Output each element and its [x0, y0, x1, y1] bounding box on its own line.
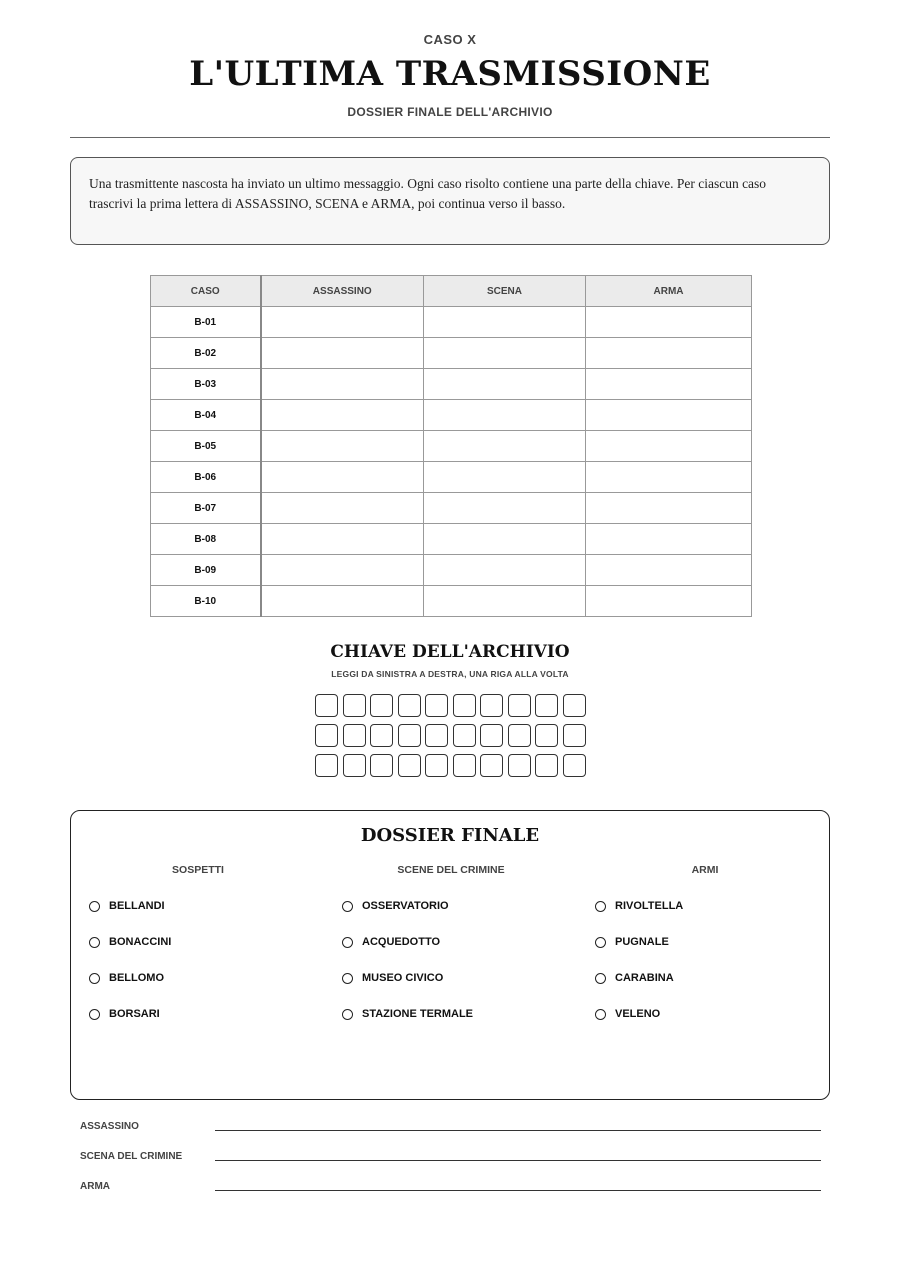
answer-label-assassino: ASSASSINO — [80, 1121, 139, 1132]
case-code: B-01 — [151, 307, 261, 338]
cell-assassino[interactable] — [261, 338, 424, 369]
answer-label-arma: ARMA — [80, 1181, 110, 1192]
cases-table — [150, 275, 752, 617]
dossier-column-heading: SCENE DEL CRIMINE — [397, 864, 505, 876]
cell-arma[interactable] — [586, 431, 752, 462]
key-letter-box[interactable] — [508, 694, 531, 717]
cell-arma[interactable] — [586, 338, 752, 369]
table-row — [151, 586, 752, 617]
cell-arma[interactable] — [586, 524, 752, 555]
key-letter-box[interactable] — [480, 754, 503, 777]
case-code: B-10 — [151, 586, 261, 617]
option-label: BELLANDI — [109, 900, 165, 912]
radio-button-icon[interactable] — [342, 901, 353, 912]
cell-assassino[interactable] — [261, 307, 424, 338]
column-header-arma: ARMA — [586, 276, 752, 307]
case-code: B-03 — [151, 369, 261, 400]
key-letter-box[interactable] — [508, 754, 531, 777]
table-row — [151, 369, 752, 400]
radio-button-icon[interactable] — [342, 937, 353, 948]
key-letter-box[interactable] — [343, 694, 366, 717]
radio-button-icon[interactable] — [595, 901, 606, 912]
cell-assassino[interactable] — [261, 400, 424, 431]
cell-scena[interactable] — [424, 493, 586, 524]
option-label: VELENO — [615, 1008, 661, 1020]
key-letter-box[interactable] — [453, 694, 476, 717]
dossier-column-heading: ARMI — [691, 864, 719, 876]
dossier-option[interactable] — [89, 899, 165, 913]
option-label: ACQUEDOTTO — [362, 936, 441, 948]
cell-scena[interactable] — [424, 307, 586, 338]
cell-arma[interactable] — [586, 493, 752, 524]
column-header-caso: CASO — [151, 276, 261, 307]
column-header-scena: SCENA — [424, 276, 586, 307]
key-letter-box[interactable] — [343, 754, 366, 777]
table-row — [151, 400, 752, 431]
dossier-option[interactable] — [595, 935, 669, 949]
option-label: MUSEO CIVICO — [362, 972, 444, 984]
answer-line-scena[interactable] — [215, 1160, 821, 1161]
radio-button-icon[interactable] — [342, 1009, 353, 1020]
dossier-option[interactable] — [342, 899, 449, 913]
key-letter-box[interactable] — [425, 724, 448, 747]
key-letter-box[interactable] — [563, 724, 586, 747]
key-letter-box[interactable] — [398, 694, 421, 717]
dossier-option[interactable] — [595, 1007, 660, 1021]
option-label: OSSERVATORIO — [362, 900, 449, 912]
key-instruction: LEGGI DA SINISTRA A DESTRA, UNA RIGA ALLA VOLTA — [331, 669, 569, 679]
key-letter-box[interactable] — [315, 754, 338, 777]
header-divider — [70, 137, 830, 138]
key-letter-box[interactable] — [398, 754, 421, 777]
option-label: STAZIONE TERMALE — [362, 1008, 474, 1020]
table-row — [151, 555, 752, 586]
page-subtitle: DOSSIER FINALE DELL'ARCHIVIO — [347, 105, 553, 119]
cell-scena[interactable] — [424, 586, 586, 617]
cell-scena[interactable] — [424, 524, 586, 555]
key-letter-box[interactable] — [315, 694, 338, 717]
option-label: BORSARI — [109, 1008, 160, 1020]
option-label: CARABINA — [615, 972, 674, 984]
cell-assassino[interactable] — [261, 586, 424, 617]
cell-arma[interactable] — [586, 586, 752, 617]
page-title: L'ULTIMA TRASMISSIONE — [189, 54, 711, 94]
column-header-assassino: ASSASSINO — [261, 276, 424, 307]
key-letter-box[interactable] — [535, 724, 558, 747]
key-letter-box[interactable] — [535, 694, 558, 717]
table-row — [151, 307, 752, 338]
key-letter-box[interactable] — [398, 724, 421, 747]
cell-assassino[interactable] — [261, 431, 424, 462]
radio-button-icon[interactable] — [595, 937, 606, 948]
key-letter-box[interactable] — [535, 754, 558, 777]
key-letter-box[interactable] — [370, 754, 393, 777]
option-label: PUGNALE — [615, 936, 669, 948]
table-row — [151, 431, 752, 462]
cell-scena[interactable] — [424, 369, 586, 400]
cell-arma[interactable] — [586, 462, 752, 493]
key-letter-box[interactable] — [315, 724, 338, 747]
cell-assassino[interactable] — [261, 555, 424, 586]
case-code: B-08 — [151, 524, 261, 555]
answer-label-scena: SCENA DEL CRIMINE — [80, 1151, 183, 1162]
cell-scena[interactable] — [424, 462, 586, 493]
key-letter-box[interactable] — [343, 724, 366, 747]
key-letter-box[interactable] — [453, 754, 476, 777]
cell-arma[interactable] — [586, 555, 752, 586]
key-grid — [315, 694, 587, 777]
dossier-option[interactable] — [89, 935, 171, 949]
case-code: B-09 — [151, 555, 261, 586]
cell-scena[interactable] — [424, 400, 586, 431]
key-letter-box[interactable] — [480, 694, 503, 717]
key-title: CHIAVE DELL'ARCHIVIO — [330, 642, 570, 662]
cell-assassino[interactable] — [261, 493, 424, 524]
cell-scena[interactable] — [424, 431, 586, 462]
dossier-title: DOSSIER FINALE — [360, 825, 540, 846]
key-letter-box[interactable] — [370, 724, 393, 747]
case-code: B-07 — [151, 493, 261, 524]
intro-box — [70, 157, 830, 245]
key-letter-box[interactable] — [563, 754, 586, 777]
key-letter-box[interactable] — [370, 694, 393, 717]
option-label: BELLOMO — [109, 972, 164, 984]
dossier-option[interactable] — [342, 971, 443, 985]
table-header-row — [151, 276, 752, 307]
key-letter-box[interactable] — [425, 754, 448, 777]
case-code: B-04 — [151, 400, 261, 431]
dossier-option[interactable] — [342, 1007, 473, 1021]
dossier-option[interactable] — [89, 971, 164, 985]
key-letter-box[interactable] — [508, 724, 531, 747]
radio-button-icon[interactable] — [89, 973, 100, 984]
option-label: BONACCINI — [109, 936, 172, 948]
cell-scena[interactable] — [424, 338, 586, 369]
case-label: CASO X — [423, 32, 477, 47]
radio-button-icon[interactable] — [595, 973, 606, 984]
table-row — [151, 524, 752, 555]
key-letter-box[interactable] — [480, 724, 503, 747]
dossier-option[interactable] — [342, 935, 440, 949]
radio-button-icon[interactable] — [89, 1009, 100, 1020]
table-row — [151, 462, 752, 493]
case-code: B-02 — [151, 338, 261, 369]
radio-button-icon[interactable] — [595, 1009, 606, 1020]
radio-button-icon[interactable] — [342, 973, 353, 984]
dossier-option[interactable] — [89, 1007, 160, 1021]
case-code: B-05 — [151, 431, 261, 462]
cell-arma[interactable] — [586, 400, 752, 431]
cell-scena[interactable] — [424, 555, 586, 586]
final-dossier — [70, 810, 830, 1100]
radio-button-icon[interactable] — [89, 937, 100, 948]
cell-assassino[interactable] — [261, 369, 424, 400]
table-row — [151, 493, 752, 524]
case-code: B-06 — [151, 462, 261, 493]
dossier-option[interactable] — [595, 899, 683, 913]
cell-arma[interactable] — [586, 369, 752, 400]
cell-arma[interactable] — [586, 307, 752, 338]
answer-line-assassino[interactable] — [215, 1130, 821, 1131]
cell-assassino[interactable] — [261, 524, 424, 555]
table-row — [151, 338, 752, 369]
key-letter-box[interactable] — [563, 694, 586, 717]
radio-button-icon[interactable] — [89, 901, 100, 912]
key-letter-box[interactable] — [425, 694, 448, 717]
option-label: RIVOLTELLA — [615, 900, 684, 912]
intro-text: Una trasmittente nascosta ha inviato un ultimo messaggio. Ogni caso risolto contiene una parte della chiave. Per ciascun caso trascrivi la prima lettera di ASSASSINO, SCENA e ARMA, poi continua verso il basso. — [89, 176, 767, 211]
cell-assassino[interactable] — [261, 462, 424, 493]
key-letter-box[interactable] — [453, 724, 476, 747]
dossier-option[interactable] — [595, 971, 674, 985]
answer-line-arma[interactable] — [215, 1190, 821, 1191]
dossier-column-heading: SOSPETTI — [172, 864, 224, 876]
